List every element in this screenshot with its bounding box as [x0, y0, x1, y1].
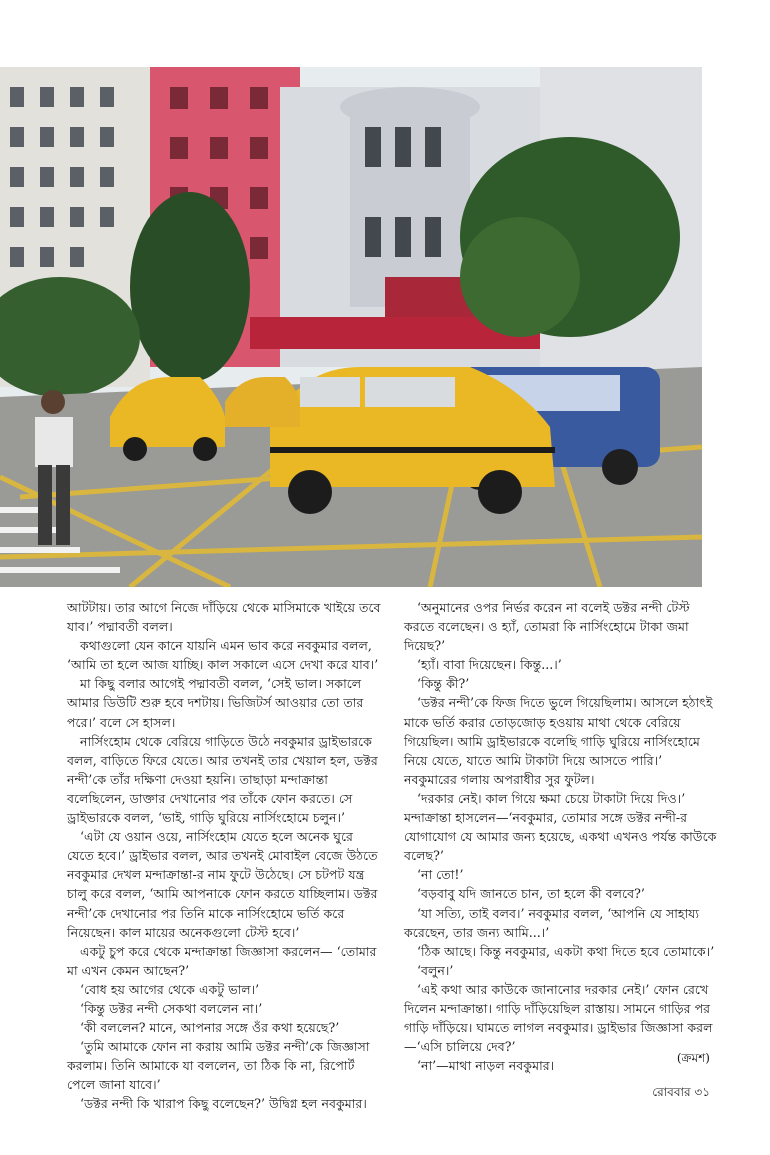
paragraph: ‘ঠিক আছে। কিন্তু নবকুমার, একটা কথা দিতে হবে তোমাকে।’	[417, 943, 715, 959]
paragraph: ‘যা সত্যি, তাই বলব।’ নবকুমার বলল, ‘আপনি যে সাহায্য করেছেন, তার জন্য আমি...।’	[404, 905, 700, 940]
to-be-continued-note: (ক্রমশ)	[676, 1051, 710, 1065]
paragraph: মা কিছু বলার আগেই পদ্মাবতী বলল, ‘সেই ভাল। সকালে আমার ডিউটি শুরু হবে দশটায়। ভিজিটর্স আওয়ার তো তার পরে।’ বলে সে হাসল।	[67, 676, 364, 730]
paragraph: ‘বড়বাবু যদি জানতে চান, তা হলে কী বলবে?’	[417, 886, 645, 902]
paragraph: ‘কিন্তু ডক্টর নন্দী সেকথা বললেন না।’	[80, 1000, 263, 1016]
article-right-column	[404, 598, 719, 1075]
paragraph: ‘দরকার নেই। কাল গিয়ে ক্ষমা চেয়ে টাকাটা দিয়ে দিও।’ মন্দাক্রান্তা হাসলেন—‘নবকুমার, তোমার সঙ্গে ডক্টর নন্দী-র যোগাযোগ যে আমার জন্য হয়েছে, একথা এখনও পর্যন্ত কাউকে বলেছ?’	[404, 790, 717, 864]
paragraph: ‘ডক্টর নন্দী’কে ফিজ দিতে ভুলে গিয়েছিলাম। আসলে হঠাৎই মাকে ভর্তি করার তোড়জোড় হওয়ায় মাথা থেকে বেরিয়ে গিয়েছিল। আমি ড্রাইভারকে বলেছি গাড়ি ঘুরিয়ে নার্সিংহোমে নিয়ে যেতে, যাতে আমি টাকাটা দিয়ে আসতে পারি।’ নবকুমারের গলায় অপরাধীর সুর ফুটল।	[404, 695, 713, 787]
paragraph: ‘এটা যে ওয়ান ওয়ে, নার্সিংহোম যেতে হলে অনেক ঘুরে যেতে হবে।’ ড্রাইভার বলল, আর তখনই মোবাইল বেজে উঠতে নবকুমার দেখল মন্দাক্রান্তা-র নাম ফুটে উঠেছে। সে চটপট যন্ত্র চালু করে বলল, ‘আমি আপনাকে ফোন করতে যাচ্ছিলাম। ডক্টর নন্দী’কে দেখানোর পর তিনি মাকে নার্সিংহোমে ভর্তি করে নিয়েছেন। কাল মায়ের অনেকগুলো টেস্ট হবে।’	[67, 829, 378, 940]
street-photo	[0, 67, 702, 587]
paragraph: একটু চুপ করে থেকে মন্দাক্রান্তা জিজ্ঞাসা করলেন— ‘তোমার মা এখন কেমন আছেন?’	[67, 943, 377, 978]
paragraph: আটটায়। তার আগে নিজে দাঁড়িয়ে থেকে মাসিমাকে খাইয়ে তবে যাব।’ পদ্মাবতী বলল।	[67, 600, 381, 635]
paragraph: ‘এই কথা আর কাউকে জানানোর দরকার নেই।’ ফোন রেখে দিলেন মন্দাক্রান্তা। গাড়ি দাঁড়িয়েছিল রাস্তায়। সামনে গাড়ির পর গাড়ি দাঁড়িয়ে। ঘামতে লাগল নবকুমার। ড্রাইভার জিজ্ঞাসা করল—‘এসি চালিয়ে দেব?’	[404, 981, 713, 1055]
paragraph: ‘হ্যাঁ। বাবা দিয়েছেন। কিন্তু...।’	[417, 657, 562, 673]
paragraph: ‘না’—মাথা নাড়ল নবকুমার।	[417, 1058, 555, 1074]
paragraph: ‘কী বললেন? মানে, আপনার সঙ্গে ওঁর কথা হয়েছে?’	[80, 1020, 340, 1036]
paragraph: ‘বোধ হয় আগের থেকে একটু ভাল।’	[80, 981, 260, 997]
article-left-column	[67, 598, 382, 1114]
paragraph: নার্সিংহোম থেকে বেরিয়ে গাড়িতে উঠে নবকুমার ড্রাইভারকে বলল, বাড়িতে ফিরে যেতে। আর তখনই তার খেয়াল হল, ডক্টর নন্দী’কে তাঁর দক্ষিণা দেওয়া হয়নি। তাছাড়া মন্দাক্রান্তা বলেছিলেন, ডাক্তার দেখানোর পর তাঁকে ফোন করতে। সে ড্রাইভারকে বলল, ‘ভাই, গাড়ি ঘুরিয়ে নার্সিংহোমে চলুন।’	[67, 733, 378, 826]
paragraph: কথাগুলো যেন কানে যায়নি এমন ভাব করে নবকুমার বলল, ‘আমি তা হলে আজ যাচ্ছি। কাল সকালে এসে দেখা করে যাব।’	[67, 638, 379, 673]
paragraph: ‘না তো!’	[417, 867, 464, 883]
paragraph: ‘কিন্তু কী?’	[417, 676, 470, 692]
page-footer: রোববার ৩১	[652, 1085, 710, 1099]
paragraph: ‘অনুমানের ওপর নির্ভর করেন না বলেই ডক্টর নন্দী টেস্ট করতে বলেছেন। ও হ্যাঁ, তোমরা কি নার্সিংহোমে টাকা জমা দিয়েছ?’	[404, 600, 690, 654]
paragraph: ‘তুমি আমাকে ফোন না করায় আমি ডক্টর নন্দী’কে জিজ্ঞাসা করলাম। তিনি আমাকে যা বললেন, তা ঠিক কি না, রিপোর্ট পেলে জানা যাবে।’	[67, 1039, 370, 1093]
paragraph: ‘ডক্টর নন্দী কি খারাপ কিছু বলেছেন?’ উদ্বিগ্ন হল নবকুমার।	[80, 1096, 367, 1112]
paragraph: ‘বলুন।’	[417, 962, 454, 978]
